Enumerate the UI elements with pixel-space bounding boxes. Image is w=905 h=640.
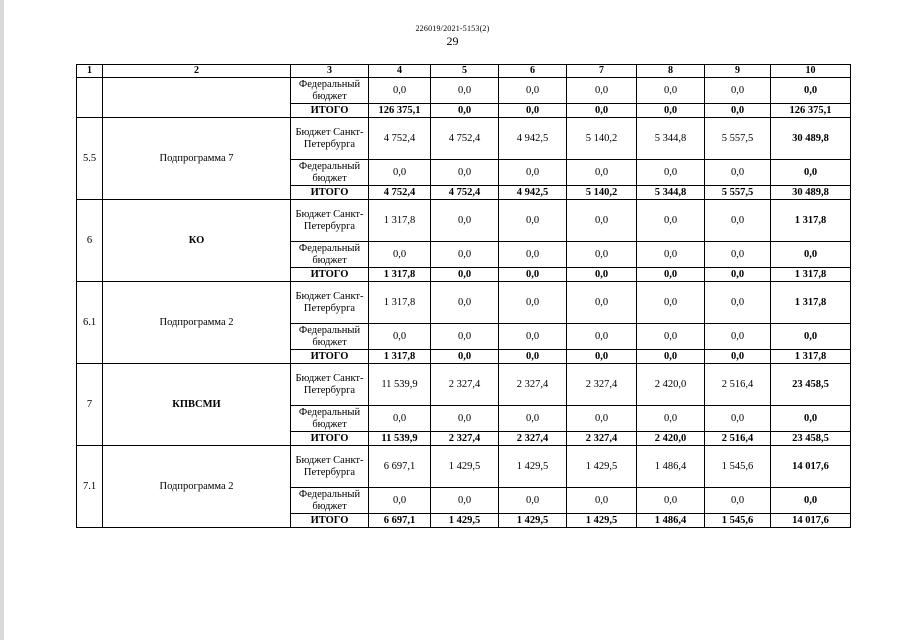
value-cell: 0,0 <box>705 406 771 432</box>
value-cell: 2 327,4 <box>431 364 499 406</box>
value-cell: 5 140,2 <box>567 186 637 200</box>
row-name-cell <box>103 78 291 118</box>
source-label: Бюджет Санкт-Петербурга <box>291 118 369 160</box>
value-cell: 1 429,5 <box>499 446 567 488</box>
value-cell: 0,0 <box>567 160 637 186</box>
row-name-cell: КПВСМИ <box>103 364 291 446</box>
value-cell: 1 486,4 <box>637 514 705 528</box>
source-label: Федеральный бюджет <box>291 160 369 186</box>
column-header: 4 <box>369 65 431 78</box>
value-cell: 0,0 <box>499 78 567 104</box>
value-cell: 0,0 <box>637 350 705 364</box>
column-header: 3 <box>291 65 369 78</box>
value-cell: 0,0 <box>499 488 567 514</box>
total-cell: 126 375,1 <box>771 104 851 118</box>
value-cell: 0,0 <box>567 104 637 118</box>
source-label: Федеральный бюджет <box>291 406 369 432</box>
value-cell: 0,0 <box>567 324 637 350</box>
value-cell: 1 429,5 <box>567 514 637 528</box>
value-cell: 6 697,1 <box>369 446 431 488</box>
total-cell: 30 489,8 <box>771 186 851 200</box>
value-cell: 0,0 <box>499 282 567 324</box>
column-header-row <box>77 65 851 78</box>
source-label: Бюджет Санкт-Петербурга <box>291 200 369 242</box>
value-cell: 4 752,4 <box>369 186 431 200</box>
value-cell: 5 344,8 <box>637 186 705 200</box>
value-cell: 0,0 <box>637 488 705 514</box>
column-header: 2 <box>103 65 291 78</box>
source-label: Федеральный бюджет <box>291 488 369 514</box>
source-label: ИТОГО <box>291 350 369 364</box>
value-cell: 11 539,9 <box>369 432 431 446</box>
source-label: ИТОГО <box>291 432 369 446</box>
value-cell: 4 942,5 <box>499 118 567 160</box>
value-cell: 0,0 <box>637 242 705 268</box>
total-cell: 1 317,8 <box>771 268 851 282</box>
value-cell: 0,0 <box>705 488 771 514</box>
page-number: 29 <box>446 34 459 48</box>
value-cell: 0,0 <box>369 406 431 432</box>
value-cell: 2 327,4 <box>567 364 637 406</box>
value-cell: 6 697,1 <box>369 514 431 528</box>
value-cell: 4 752,4 <box>369 118 431 160</box>
document-number: 226019/2021-5153(2) <box>415 24 490 33</box>
value-cell: 0,0 <box>567 242 637 268</box>
value-cell: 0,0 <box>705 104 771 118</box>
row-name-cell: Подпрограмма 2 <box>103 282 291 364</box>
value-cell: 2 420,0 <box>637 364 705 406</box>
source-label: Федеральный бюджет <box>291 324 369 350</box>
total-cell: 1 317,8 <box>771 350 851 364</box>
value-cell: 0,0 <box>431 104 499 118</box>
value-cell: 0,0 <box>705 242 771 268</box>
value-cell: 0,0 <box>369 242 431 268</box>
scan-edge <box>0 0 4 640</box>
row-name-cell: КО <box>103 200 291 282</box>
value-cell: 0,0 <box>431 160 499 186</box>
table-row-federal <box>77 78 851 104</box>
value-cell: 1 545,6 <box>705 514 771 528</box>
value-cell: 0,0 <box>705 160 771 186</box>
value-cell: 2 327,4 <box>499 432 567 446</box>
value-cell: 0,0 <box>567 488 637 514</box>
value-cell: 0,0 <box>705 282 771 324</box>
value-cell: 0,0 <box>431 350 499 364</box>
value-cell: 0,0 <box>369 160 431 186</box>
value-cell: 0,0 <box>431 200 499 242</box>
source-label: Бюджет Санкт-Петербурга <box>291 364 369 406</box>
source-label: ИТОГО <box>291 268 369 282</box>
value-cell: 0,0 <box>567 78 637 104</box>
value-cell: 0,0 <box>499 406 567 432</box>
value-cell: 0,0 <box>431 268 499 282</box>
value-cell: 0,0 <box>499 268 567 282</box>
value-cell: 4 752,4 <box>431 118 499 160</box>
value-cell: 1 429,5 <box>431 446 499 488</box>
value-cell: 0,0 <box>637 282 705 324</box>
value-cell: 5 140,2 <box>567 118 637 160</box>
total-cell: 0,0 <box>771 242 851 268</box>
total-cell: 23 458,5 <box>771 432 851 446</box>
row-number-cell: 7.1 <box>77 446 103 528</box>
column-header: 1 <box>77 65 103 78</box>
value-cell: 0,0 <box>567 282 637 324</box>
row-number-cell: 7 <box>77 364 103 446</box>
value-cell: 2 327,4 <box>431 432 499 446</box>
value-cell: 0,0 <box>567 200 637 242</box>
value-cell: 1 317,8 <box>369 268 431 282</box>
total-cell: 1 317,8 <box>771 200 851 242</box>
value-cell: 0,0 <box>431 324 499 350</box>
total-cell: 0,0 <box>771 78 851 104</box>
source-label: ИТОГО <box>291 186 369 200</box>
source-label: Федеральный бюджет <box>291 78 369 104</box>
table-row-spb-budget <box>77 364 851 406</box>
source-label: ИТОГО <box>291 104 369 118</box>
total-cell: 14 017,6 <box>771 514 851 528</box>
value-cell: 0,0 <box>705 350 771 364</box>
value-cell: 2 420,0 <box>637 432 705 446</box>
column-header: 6 <box>499 65 567 78</box>
table-row-spb-budget <box>77 200 851 242</box>
value-cell: 126 375,1 <box>369 104 431 118</box>
value-cell: 0,0 <box>637 200 705 242</box>
value-cell: 0,0 <box>567 268 637 282</box>
value-cell: 0,0 <box>567 350 637 364</box>
value-cell: 0,0 <box>431 242 499 268</box>
value-cell: 1 486,4 <box>637 446 705 488</box>
value-cell: 0,0 <box>705 268 771 282</box>
total-cell: 0,0 <box>771 488 851 514</box>
value-cell: 5 344,8 <box>637 118 705 160</box>
value-cell: 0,0 <box>499 200 567 242</box>
value-cell: 1 429,5 <box>499 514 567 528</box>
total-cell: 0,0 <box>771 406 851 432</box>
table-row-spb-budget <box>77 118 851 160</box>
value-cell: 4 942,5 <box>499 186 567 200</box>
value-cell: 1 317,8 <box>369 282 431 324</box>
total-cell: 0,0 <box>771 160 851 186</box>
total-cell: 23 458,5 <box>771 364 851 406</box>
value-cell: 0,0 <box>369 488 431 514</box>
value-cell: 0,0 <box>637 324 705 350</box>
value-cell: 0,0 <box>637 78 705 104</box>
column-header: 7 <box>567 65 637 78</box>
column-header: 10 <box>771 65 851 78</box>
table-row-spb-budget <box>77 446 851 488</box>
value-cell: 0,0 <box>499 104 567 118</box>
budget-table <box>76 64 851 528</box>
value-cell: 0,0 <box>499 160 567 186</box>
value-cell: 2 327,4 <box>499 364 567 406</box>
value-cell: 0,0 <box>499 242 567 268</box>
source-label: ИТОГО <box>291 514 369 528</box>
value-cell: 0,0 <box>431 282 499 324</box>
value-cell: 0,0 <box>431 406 499 432</box>
column-header: 9 <box>705 65 771 78</box>
value-cell: 1 317,8 <box>369 200 431 242</box>
row-number-cell: 5.5 <box>77 118 103 200</box>
column-header: 5 <box>431 65 499 78</box>
value-cell: 0,0 <box>637 406 705 432</box>
source-label: Федеральный бюджет <box>291 242 369 268</box>
row-number-cell <box>77 78 103 118</box>
value-cell: 0,0 <box>369 78 431 104</box>
value-cell: 0,0 <box>499 350 567 364</box>
value-cell: 2 327,4 <box>567 432 637 446</box>
value-cell: 1 429,5 <box>567 446 637 488</box>
total-cell: 0,0 <box>771 324 851 350</box>
value-cell: 0,0 <box>705 324 771 350</box>
value-cell: 0,0 <box>431 488 499 514</box>
value-cell: 5 557,5 <box>705 186 771 200</box>
value-cell: 1 317,8 <box>369 350 431 364</box>
column-header: 8 <box>637 65 705 78</box>
value-cell: 0,0 <box>637 104 705 118</box>
row-name-cell: Подпрограмма 7 <box>103 118 291 200</box>
value-cell: 2 516,4 <box>705 432 771 446</box>
value-cell: 0,0 <box>705 200 771 242</box>
value-cell: 4 752,4 <box>431 186 499 200</box>
value-cell: 0,0 <box>637 268 705 282</box>
value-cell: 0,0 <box>499 324 567 350</box>
value-cell: 11 539,9 <box>369 364 431 406</box>
total-cell: 14 017,6 <box>771 446 851 488</box>
source-label: Бюджет Санкт-Петербурга <box>291 446 369 488</box>
total-cell: 30 489,8 <box>771 118 851 160</box>
source-label: Бюджет Санкт-Петербурга <box>291 282 369 324</box>
value-cell: 1 545,6 <box>705 446 771 488</box>
table-row-spb-budget <box>77 282 851 324</box>
row-name-cell: Подпрограмма 2 <box>103 446 291 528</box>
row-number-cell: 6.1 <box>77 282 103 364</box>
value-cell: 5 557,5 <box>705 118 771 160</box>
value-cell: 0,0 <box>705 78 771 104</box>
page-header <box>0 24 905 48</box>
value-cell: 0,0 <box>369 324 431 350</box>
row-number-cell: 6 <box>77 200 103 282</box>
value-cell: 0,0 <box>567 406 637 432</box>
value-cell: 0,0 <box>431 78 499 104</box>
value-cell: 0,0 <box>637 160 705 186</box>
total-cell: 1 317,8 <box>771 282 851 324</box>
value-cell: 1 429,5 <box>431 514 499 528</box>
value-cell: 2 516,4 <box>705 364 771 406</box>
